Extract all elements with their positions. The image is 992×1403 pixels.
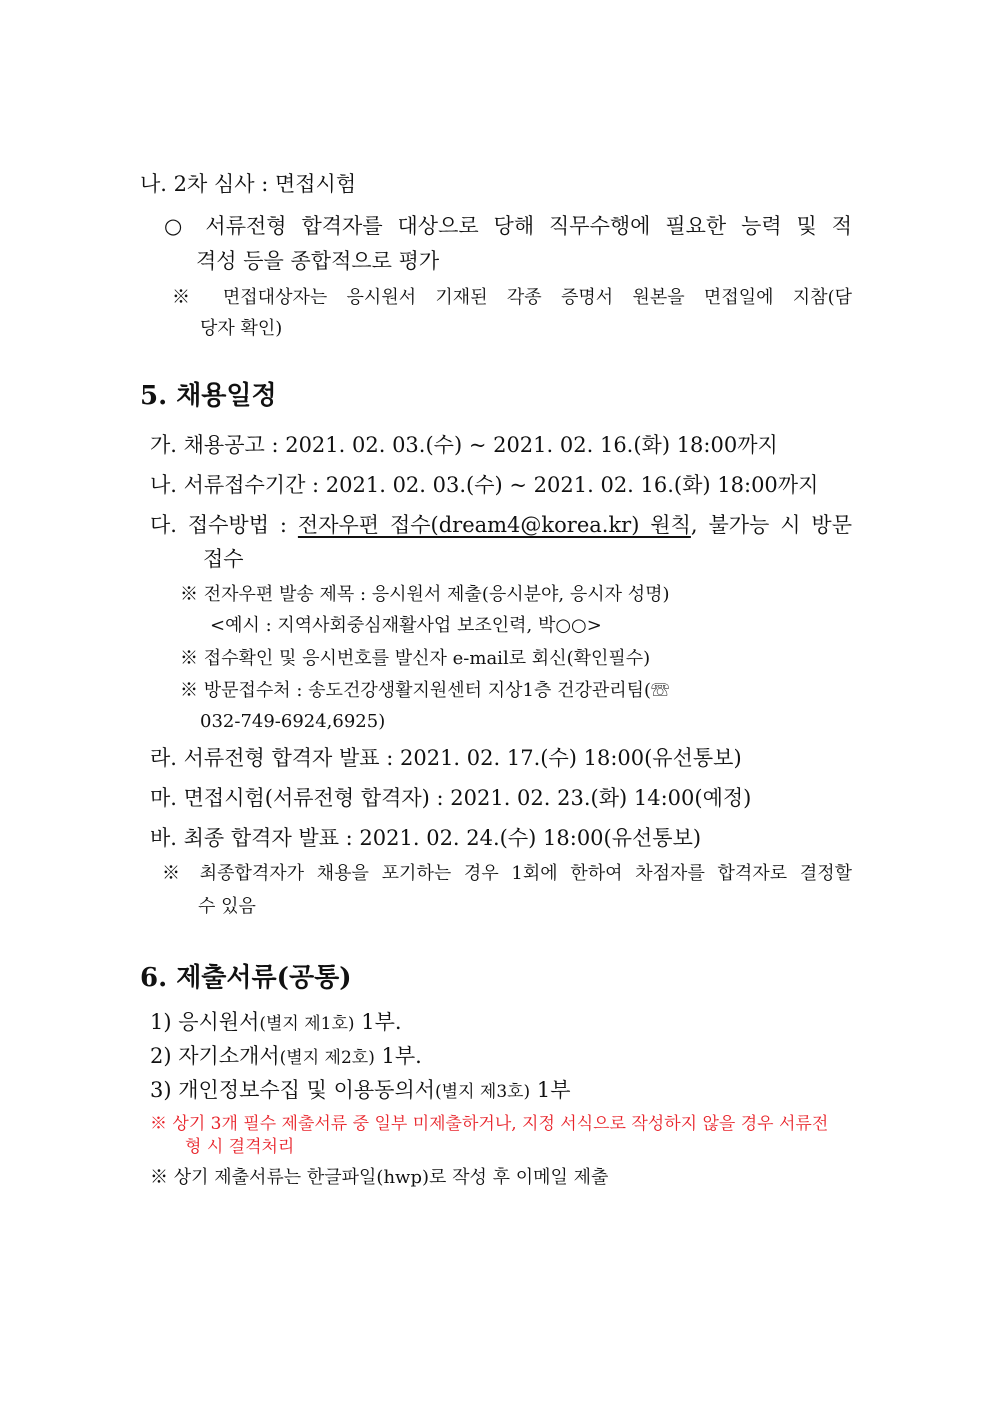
document-item-name: 1) 응시원서: [150, 1010, 260, 1034]
final-note-line2: 수 있음: [198, 896, 256, 917]
schedule-announcement: 가. 채용공고 : 2021. 02. 03.(수) ~ 2021. 02. 16.(화) 18:00까지: [150, 433, 778, 457]
section-5-heading: 5. 채용일정: [140, 381, 277, 411]
schedule-document-result: 라. 서류전형 합격자 발표 : 2021. 02. 17.(수) 18:00(유선통보): [150, 746, 742, 770]
schedule-interview: 마. 면접시험(서류전형 합격자) : 2021. 02. 23.(화) 14:00(예정): [150, 786, 752, 810]
application-method-suffix: , 불가능 시 방문: [690, 513, 852, 537]
document-item: [150, 1042, 422, 1072]
document-item-form: (별지 제2호): [279, 1048, 375, 1068]
schedule-application-method: [150, 511, 852, 539]
disqualification-note-line2: 형 시 결격처리: [185, 1137, 295, 1157]
second-review-note-line2: 당자 확인): [200, 318, 283, 339]
document-item: [150, 1076, 571, 1106]
disqualification-note-line1: ※ 상기 3개 필수 제출서류 중 일부 미제출하거나, 지정 서식으로 작성하지 않을 경우 서류전: [150, 1114, 829, 1134]
application-method-line2: 접수: [203, 547, 244, 571]
document-item-count: 1부.: [354, 1010, 402, 1034]
second-review-bullet-line1: ○ 서류전형 합격자를 대상으로 당해 직무수행에 필요한 능력 및 적: [164, 214, 852, 238]
reply-confirmation-note: ※ 접수확인 및 응시번호를 발신자 e-mail로 회신(확인필수): [180, 648, 651, 669]
document-item-form: (별지 제3호): [435, 1082, 531, 1102]
document-item: [150, 1008, 402, 1038]
application-method-email: 전자우편 접수(dream4@korea.kr) 원칙: [297, 513, 691, 537]
document-item-name: 3) 개인정보수집 및 이용동의서: [150, 1078, 436, 1102]
second-review-title: 나. 2차 심사 : 면접시험: [140, 172, 357, 196]
schedule-final-result: 바. 최종 합격자 발표 : 2021. 02. 24.(수) 18:00(유선통보): [150, 826, 702, 850]
email-subject-note: ※ 전자우편 발송 제목 : 응시원서 제출(응시분야, 응시자 성명): [180, 584, 670, 605]
document-item-form: (별지 제1호): [259, 1014, 355, 1034]
second-review-bullet-line2: 격성 등을 종합적으로 평가: [196, 249, 440, 273]
document-item-count: 1부: [530, 1078, 571, 1102]
schedule-application-period: 나. 서류접수기간 : 2021. 02. 03.(수) ~ 2021. 02. 16.(화) 18:00까지: [150, 473, 819, 497]
visit-location-note: ※ 방문접수처 : 송도건강생활지원센터 지상1층 건강관리팀(☏: [180, 680, 670, 701]
visit-location-phone: 032-749-6924,6925): [200, 711, 386, 732]
document-item-count: 1부.: [374, 1044, 422, 1068]
application-method-prefix: 다. 접수방법 :: [150, 513, 298, 537]
email-subject-example: <예시 : 지역사회중심재활사업 보조인력, 박○○>: [210, 615, 602, 636]
document-item-name: 2) 자기소개서: [150, 1044, 280, 1068]
final-note-line1: ※ 최종합격자가 채용을 포기하는 경우 1회에 한하여 차점자를 합격자로 결정할: [162, 863, 852, 884]
second-review-note-line1: ※ 면접대상자는 응시원서 기재된 각종 증명서 원본을 면접일에 지참(담: [172, 287, 852, 308]
section-6-heading: 6. 제출서류(공통): [140, 963, 352, 993]
hwp-submission-note: ※ 상기 제출서류는 한글파일(hwp)로 작성 후 이메일 제출: [150, 1167, 609, 1188]
